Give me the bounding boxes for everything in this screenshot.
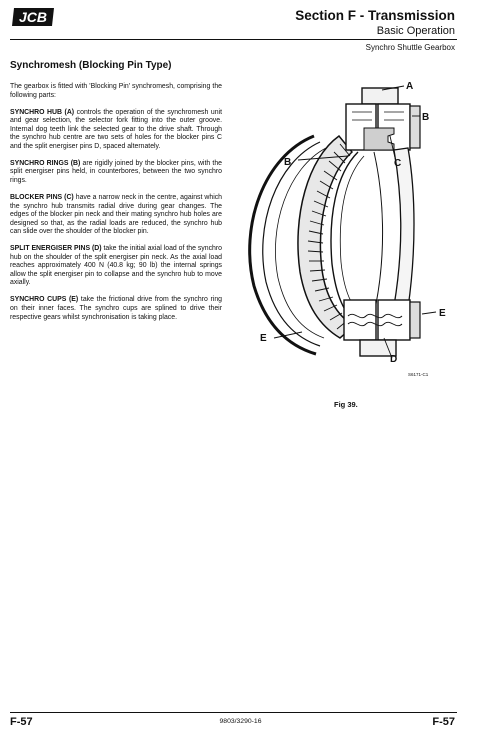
synchromesh-diagram: [244, 76, 476, 382]
description: have a narrow neck in the centre, against which the synchro hub transmits radial drive during gear changes. The edges of the blocker pin neck and their mating synchro hub holes are designed so that, as the radial loads are reduced, the synchro hub can slide over the shoulder of the blocker pin.: [10, 193, 223, 236]
drawing-code: S6171-C1: [408, 372, 429, 377]
paragraph-synchro-hub: [10, 109, 222, 152]
label-e-right: E: [439, 308, 446, 319]
description: are rigidly joined by the blocker pins, with the split energiser pins held, in counterbores, between the two synchro rings.: [10, 159, 222, 184]
paragraph-energiser-pins: [10, 245, 222, 288]
label-b-right: B: [422, 112, 430, 123]
body-text: [10, 83, 222, 331]
label-d: D: [390, 354, 398, 365]
synchro-ring-bottom-right: [378, 300, 410, 340]
label-a: A: [406, 81, 414, 92]
page-heading: Synchromesh (Blocking Pin Type): [10, 60, 172, 71]
intro-paragraph: The gearbox is fitted with 'Blocking Pin' synchromesh, comprising the following parts:: [10, 83, 222, 99]
footer-rule: [10, 712, 457, 713]
document-number: 9803/3290-16: [219, 718, 262, 725]
term: SYNCHRO RINGS (B): [10, 159, 81, 167]
page-number-left: F-57: [10, 716, 33, 728]
section-subtitle: Basic Operation: [376, 25, 455, 37]
term: SYNCHRO CUPS (E): [10, 296, 79, 304]
paragraph-blocker-pins: [10, 194, 222, 237]
topic-title: Synchro Shuttle Gearbox: [365, 43, 455, 52]
paragraph-synchro-rings: [10, 160, 222, 186]
label-e-left: E: [260, 333, 267, 344]
jcb-logo: [10, 6, 56, 28]
header-rule: [10, 39, 457, 40]
term: SYNCHRO HUB (A): [10, 108, 75, 116]
term: BLOCKER PINS (C): [10, 193, 74, 201]
synchro-ring-bottom-left: [344, 300, 376, 340]
label-c: C: [394, 158, 402, 169]
figure-caption: Fig 39.: [334, 400, 358, 409]
section-title: Section F - Transmission: [295, 8, 455, 23]
label-b-left: B: [284, 157, 292, 168]
term: SPLIT ENERGISER PINS (D): [10, 245, 102, 253]
description: controls the operation of the synchromesh unit and gear selection, the selector fork fitting into the outer groove. Internal dog teeth link the selected gear to the drive shaft. Through the synchro hub centre are two sets of holes for the blocker pins C and the split energiser pins D, spaced alternately.: [10, 108, 222, 150]
page-number-right: F-57: [432, 716, 455, 728]
hub-right-section: [394, 148, 414, 308]
logo-text: JCB: [18, 9, 48, 25]
description: take the frictional drive from the synchro ring on their inner faces. The synchro cups are splined to drive their respective gears whilst synchronisation is taking place.: [10, 296, 222, 321]
description: take the initial axial load of the synchro hub on the shoulder of the split energiser pin neck. As the axial load reaches approximately 400 N (40.8 kg; 90 lb) the internal springs allow the split energiser pin to collapse and the synchro hub to move axially.: [10, 245, 222, 287]
synchro-hub-top: [362, 88, 398, 104]
paragraph-synchro-cups: [10, 296, 222, 322]
